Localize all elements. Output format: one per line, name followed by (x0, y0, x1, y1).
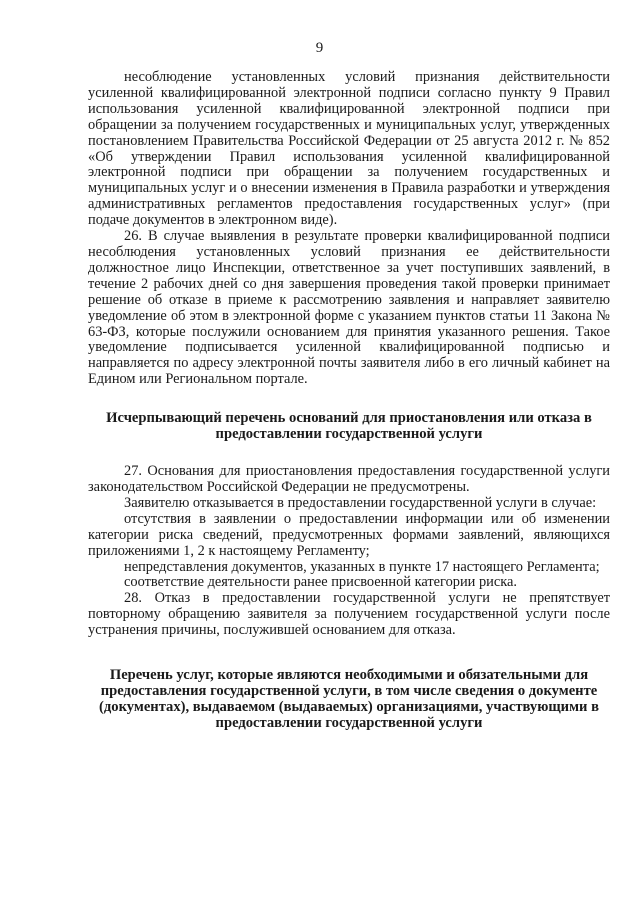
spacer (88, 388, 610, 410)
paragraph-27-refusal: Заявителю отказывается в предоставлении государственной услуги в случае: (124, 494, 597, 511)
paragraph-26: 26. В случае выявления в результате проверки квалифицированной подписи несоблюдения установленных условий признания ее действительности должностное лицо Инспекции, ответственное за учет поступивших заявлений, в течение 2 рабочих дней со дня завершения проведения такой проверки принимает решение об отказе в приеме к рассмотрению заявления и направляет заявителю уведомление об этом в электронной форме с указанием пунктов статьи 11 Закона № 63-ФЗ, которые послужили основанием для принятия указанного решения. Такое уведомление подписывается усиленной квалифицированной подписью и направляется по адресу электронной почты заявителя либо в его личный кабинет на Едином или Региональном портале. (88, 228, 610, 388)
paragraph-27-case-3: соответствие деятельности ранее присвоенной категории риска. (124, 574, 518, 591)
paragraph-continued: несоблюдение установленных условий признания действительности усиленной квалифицированной электронной подписи согласно пункту 9 Правил использования усиленной квалифицированной электронной подписи при обращении за получением государственных и муниципальных услуг, утвержденных постановлением Правительства Российской Федерации от 25 августа 2012 г. № 852 «Об утверждении Правил использования усиленной квалифицированной электронной подписи при обращении за получением государственных и муниципальных услуг и о внесении изменения в Правила разработки и утверждения административных регламентов предоставления государственных услуг» (при подаче документов в электронном виде). (88, 69, 610, 229)
section-heading-refusal-grounds: Исчерпывающий перечень оснований для приостановления или отказа в предоставлении государственной услуги (106, 410, 592, 443)
spacer (88, 639, 610, 667)
section-heading-required-services: Перечень услуг, которые являются необходимыми и обязательными для предоставления государственной услуги, в том числе сведения о документе (документах), выдаваемом (выдаваемых) организациями, участвующими в предоставлении государственной услуги (99, 667, 599, 732)
paragraph-27-case-2: непредставления документов, указанных в пункте 17 настоящего Регламента; (124, 558, 600, 575)
spacer (88, 442, 610, 464)
page-body (88, 70, 610, 731)
paragraph-27: 27. Основания для приостановления предоставления государственной услуги законодательством Российской Федерации не предусмотрены. (88, 463, 610, 496)
page-number: 9 (315, 40, 324, 56)
paragraph-27-case-1: отсутствия в заявлении о предоставлении информации или об изменении категории риска сведений, предусмотренных формами заявлений, являющихся приложениями 1, 2 к настоящему Регламенту; (88, 510, 610, 559)
paragraph-28: 28. Отказ в предоставлении государственной услуги не препятствует повторному обращению заявителя за получением государственной услуги после устранения причины, послужившей основанием для отказа. (88, 590, 610, 639)
